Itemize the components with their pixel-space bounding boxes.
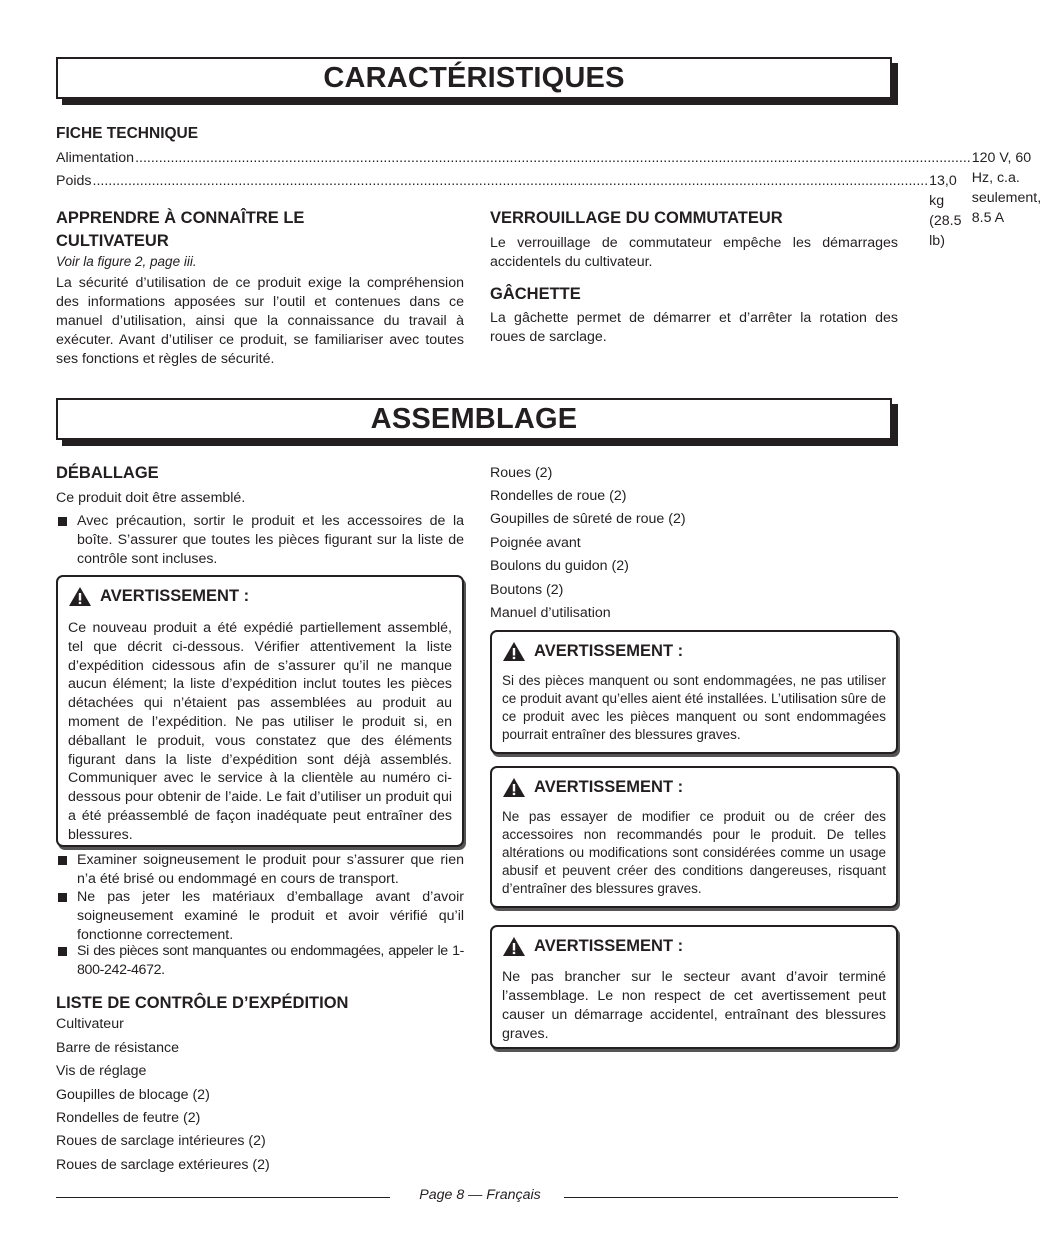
warning-header: [502, 777, 683, 798]
list-item: Roues (2): [490, 465, 553, 481]
warning-title: AVERTISSEMENT :: [534, 937, 684, 955]
list-item: Manuel d’utilisation: [490, 605, 611, 621]
bullet-text: Avec précaution, sortir le produit et les accessoires de la boîte. S’assurer que toutes les pièces figurant sur la liste de contrôle sont incluses.: [77, 513, 464, 567]
warning-title: AVERTISSEMENT :: [534, 778, 684, 796]
list-item: Goupilles de blocage (2): [56, 1087, 210, 1103]
shipping-list-heading: LISTE DE CONTRÔLE D’EXPÉDITION: [56, 994, 349, 1012]
list-item: Boutons (2): [490, 582, 564, 598]
know-tool-heading-line1: APPRENDRE À CONNAÎTRE LE: [56, 209, 305, 227]
warning-box-modifications: [490, 766, 898, 908]
bullet-item: [56, 888, 464, 945]
warning-header: [502, 936, 683, 957]
bullet-item: [56, 942, 464, 980]
footer-rule-right: [564, 1197, 898, 1198]
warning-header: [68, 586, 249, 607]
square-bullet-icon: [58, 856, 67, 865]
warning-title: AVERTISSEMENT :: [100, 587, 250, 605]
bullet-item: [56, 851, 464, 889]
spec-label: Poids: [56, 173, 92, 189]
warning-body: Ne pas brancher sur le secteur avant d’avoir terminé l’assemblage. Le non respect de cet avertissement peut causer un démarrage accidentel, entraînant des blessures graves.: [502, 969, 886, 1042]
warning-body: Ce nouveau produit a été expédié partiellement assemblé, tel que décrit ci-dessous. Vérifier attentivement la liste d’expédition cidessous afin de s’assurer qu’il ne manque aucun élément; la liste d’expédition inclut toutes les pièces détachées qui n’étaient pas assemblées au produit au moment de l’expédition. Ne pas utiliser le produit si, en déballant le produit, vous constatez que des éléments figurant dans la liste d’expédition sont déjà assemblés. Communiquer avec le service à la clientèle au numéro ci-dessous pour obtenir de l’aide. Le fait d’utiliser un produit qui a été préassemblé de façon inadéquate peut entraîner des blessures.: [68, 620, 452, 843]
know-tool-body: La sécurité d’utilisation de ce produit exige la compréhension des informations apposées sur l’outil et contenues dans ce manuel d’utilisation, ainsi que la connaissance du travail à exécuter. Avant d’utiliser ce produit, se familiariser avec toutes ses fonctions et règles de sécurité.: [56, 275, 464, 367]
specs-heading: FICHE TECHNIQUE: [56, 125, 199, 142]
list-item: Barre de résistance: [56, 1040, 180, 1056]
know-tool-heading-line2: CULTIVATEUR: [56, 232, 169, 250]
warning-body: Ne pas essayer de modifier ce produit ou de créer des accessoires non recommandés pour le produit. De telles altérations ou modifications sont considérées comme un usage abusif et peuvent créer des conditions dangereuses, risquant d’entraîner des blessures graves.: [502, 809, 886, 896]
warning-title: AVERTISSEMENT :: [534, 642, 684, 660]
warning-box-shipping: [56, 575, 464, 847]
page-number: Page 8 — Français: [419, 1187, 541, 1203]
list-item: Rondelles de roue (2): [490, 488, 627, 504]
bullet-text: Ne pas jeter les matériaux d’emballage avant d’avoir soigneusement examiné le produit et avoir vérifié qu’il fonctionne correctement.: [77, 889, 464, 943]
square-bullet-icon: [58, 947, 67, 956]
list-item: Boulons du guidon (2): [490, 558, 629, 574]
warning-triangle-icon: [502, 777, 526, 798]
trigger-heading: GÂCHETTE: [490, 285, 581, 303]
section-banner-assemblage: [56, 398, 892, 440]
figure-reference: Voir la figure 2, page iii.: [56, 254, 197, 269]
spec-value: 120 V, 60 Hz, c.a. seulement, 8.5 A: [971, 150, 1041, 226]
bullet-item: [56, 512, 464, 569]
unpacking-intro: Ce produit doit être assemblé.: [56, 490, 246, 506]
warning-header: [502, 641, 683, 662]
trigger-body: La gâchette permet de démarrer et d’arrêter la rotation des roues de sarclage.: [490, 310, 898, 345]
warning-body: Si des pièces manquent ou sont endommagées, ne pas utiliser ce produit avant qu’elles aient été installées. L’utilisation sûre de ce produit avec les pièces manquent ou sont endommagées pourrait entraîner des blessures graves.: [502, 673, 886, 742]
dot-leader: ....................................................................................................................................................................................................................: [135, 150, 971, 166]
list-item: Cultivateur: [56, 1016, 124, 1032]
warning-triangle-icon: [502, 936, 526, 957]
unpacking-heading: DÉBALLAGE: [56, 464, 159, 482]
banner-title: ASSEMBLAGE: [370, 403, 578, 435]
switch-lock-body: Le verrouillage de commutateur empêche les démarrages accidentels du cultivateur.: [490, 235, 898, 270]
warning-triangle-icon: [502, 641, 526, 662]
footer-rule-left: [56, 1197, 390, 1198]
list-item: Roues de sarclage intérieures (2): [56, 1133, 266, 1149]
square-bullet-icon: [58, 517, 67, 526]
list-item: Rondelles de feutre (2): [56, 1110, 201, 1126]
bullet-text: Si des pièces sont manquantes ou endommagées, appeler le 1-800-242-4672.: [77, 943, 464, 978]
dot-leader: ....................................................................................................................................................................................................................: [92, 173, 929, 189]
bullet-text: Examiner soigneusement le produit pour s’assurer que rien n’a été brisé ou endommagé en cours de transport.: [77, 852, 464, 887]
square-bullet-icon: [58, 893, 67, 902]
list-item: Vis de réglage: [56, 1063, 147, 1079]
warning-box-missing-parts: [490, 630, 898, 754]
section-banner-caracteristiques: [56, 57, 892, 99]
spec-label: Alimentation: [56, 150, 135, 166]
list-item: Goupilles de sûreté de roue (2): [490, 511, 686, 527]
banner-title: CARACTÉRISTIQUES: [323, 62, 625, 94]
spec-value: 13,0 kg (28.5 lb): [929, 173, 962, 249]
warning-triangle-icon: [68, 586, 92, 607]
list-item: Poignée avant: [490, 535, 581, 551]
list-item: Roues de sarclage extérieures (2): [56, 1157, 270, 1173]
warning-box-power: [490, 925, 898, 1049]
switch-lock-heading: VERROUILLAGE DU COMMUTATEUR: [490, 209, 783, 227]
